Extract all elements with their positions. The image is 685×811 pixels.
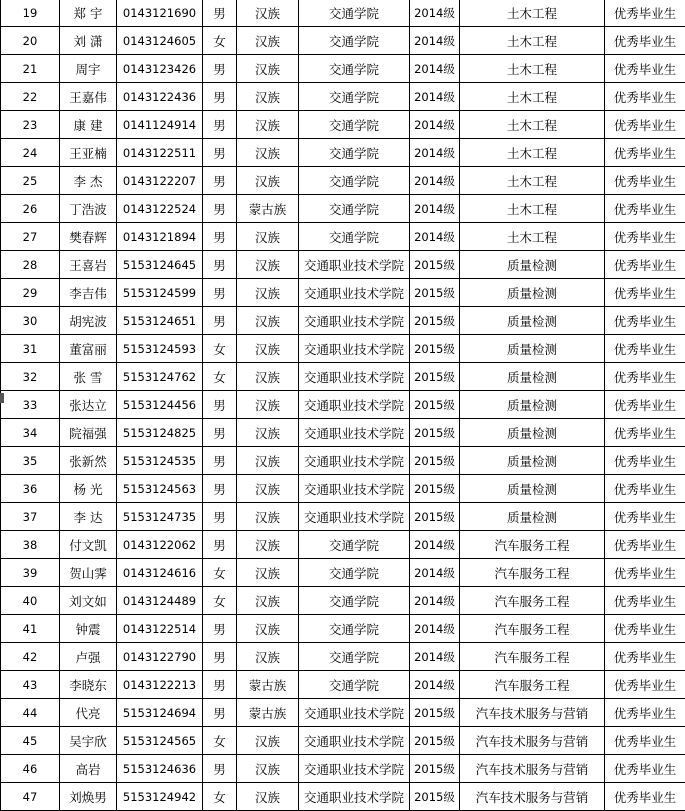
college-cell: 交通职业技术学院 [299,475,410,503]
major-cell: 质量检测 [460,475,605,503]
grade-cell: 2015级 [410,307,460,335]
student-id-cell: 5153124645 [117,251,203,279]
honor-cell: 优秀毕业生 [605,643,685,671]
college-cell: 交通职业技术学院 [299,251,410,279]
student-name-cell: 王喜岩 [60,251,117,279]
grade-cell: 2014级 [410,223,460,251]
grade-cell: 2014级 [410,0,460,27]
honor-cell: 优秀毕业生 [605,531,685,559]
college-cell: 交通学院 [299,587,410,615]
student-id-cell: 5153124593 [117,335,203,363]
row-number-cell: 21 [1,55,60,83]
student-name-cell: 李 杰 [60,167,117,195]
student-id-cell: 0143122062 [117,531,203,559]
gender-cell: 男 [203,139,237,167]
honor-cell: 优秀毕业生 [605,55,685,83]
table-row [1,643,685,671]
ethnicity-cell: 汉族 [237,363,299,391]
major-cell: 土木工程 [460,223,605,251]
college-cell: 交通学院 [299,27,410,55]
row-number-cell: 28 [1,251,60,279]
student-name-cell: 代亮 [60,699,117,727]
major-cell: 质量检测 [460,419,605,447]
honor-cell: 优秀毕业生 [605,279,685,307]
table-row [1,671,685,699]
table-body [1,0,685,811]
student-id-cell: 0143122207 [117,167,203,195]
grade-cell: 2015级 [410,475,460,503]
major-cell: 汽车技术服务与营销 [460,727,605,755]
student-name-cell: 刘文如 [60,587,117,615]
student-name-cell: 钟震 [60,615,117,643]
major-cell: 汽车技术服务与营销 [460,783,605,811]
student-name-cell: 院福强 [60,419,117,447]
student-name-cell: 刘焕男 [60,783,117,811]
gender-cell: 女 [203,27,237,55]
gender-cell: 女 [203,559,237,587]
row-number-cell: 29 [1,279,60,307]
table-row [1,55,685,83]
student-id-cell: 0143122524 [117,195,203,223]
table-row [1,419,685,447]
honor-cell: 优秀毕业生 [605,223,685,251]
student-name-cell: 张达立 [60,391,117,419]
major-cell: 土木工程 [460,167,605,195]
college-cell: 交通学院 [299,223,410,251]
gender-cell: 男 [203,0,237,27]
honor-cell: 优秀毕业生 [605,139,685,167]
ethnicity-cell: 汉族 [237,643,299,671]
student-id-cell: 0141124914 [117,111,203,139]
table-row [1,699,685,727]
grade-cell: 2015级 [410,727,460,755]
honor-cell: 优秀毕业生 [605,167,685,195]
honor-cell: 优秀毕业生 [605,447,685,475]
ethnicity-cell: 蒙古族 [237,195,299,223]
gender-cell: 男 [203,643,237,671]
grade-cell: 2014级 [410,55,460,83]
college-cell: 交通职业技术学院 [299,727,410,755]
student-id-cell: 5153124942 [117,783,203,811]
major-cell: 质量检测 [460,447,605,475]
ethnicity-cell: 汉族 [237,111,299,139]
college-cell: 交通职业技术学院 [299,503,410,531]
student-id-cell: 5153124456 [117,391,203,419]
grade-cell: 2014级 [410,531,460,559]
student-id-cell: 5153124651 [117,307,203,335]
table-row [1,755,685,783]
gender-cell: 女 [203,335,237,363]
grade-cell: 2014级 [410,139,460,167]
college-cell: 交通学院 [299,531,410,559]
ethnicity-cell: 汉族 [237,559,299,587]
student-id-cell: 5153124535 [117,447,203,475]
gender-cell: 女 [203,783,237,811]
honor-cell: 优秀毕业生 [605,727,685,755]
student-id-cell: 5153124762 [117,363,203,391]
gender-cell: 女 [203,587,237,615]
gender-cell: 男 [203,755,237,783]
gender-cell: 男 [203,531,237,559]
row-number-cell: 40 [1,587,60,615]
honor-cell: 优秀毕业生 [605,391,685,419]
student-id-cell: 5153124694 [117,699,203,727]
college-cell: 交通职业技术学院 [299,363,410,391]
major-cell: 汽车服务工程 [460,671,605,699]
honor-cell: 优秀毕业生 [605,559,685,587]
gender-cell: 男 [203,83,237,111]
table-row [1,587,685,615]
ethnicity-cell: 汉族 [237,335,299,363]
table-row [1,335,685,363]
gender-cell: 男 [203,195,237,223]
student-id-cell: 0143122436 [117,83,203,111]
major-cell: 汽车服务工程 [460,587,605,615]
student-id-cell: 5153124563 [117,475,203,503]
student-id-cell: 0143122514 [117,615,203,643]
ethnicity-cell: 汉族 [237,447,299,475]
ethnicity-cell: 汉族 [237,783,299,811]
gender-cell: 男 [203,671,237,699]
ethnicity-cell: 汉族 [237,727,299,755]
table-row [1,615,685,643]
college-cell: 交通职业技术学院 [299,307,410,335]
college-cell: 交通学院 [299,671,410,699]
ethnicity-cell: 汉族 [237,307,299,335]
college-cell: 交通职业技术学院 [299,699,410,727]
ethnicity-cell: 汉族 [237,139,299,167]
honor-cell: 优秀毕业生 [605,671,685,699]
college-cell: 交通职业技术学院 [299,335,410,363]
ethnicity-cell: 汉族 [237,391,299,419]
table-row [1,783,685,811]
grade-cell: 2015级 [410,699,460,727]
table-row [1,0,685,27]
grade-cell: 2015级 [410,755,460,783]
major-cell: 质量检测 [460,307,605,335]
table-row [1,279,685,307]
table-row [1,559,685,587]
row-number-cell: 32 [1,363,60,391]
table-row [1,391,685,419]
ethnicity-cell: 汉族 [237,83,299,111]
grade-cell: 2015级 [410,447,460,475]
grade-cell: 2014级 [410,671,460,699]
student-name-cell: 樊春辉 [60,223,117,251]
row-number-cell: 33 [1,391,60,419]
honor-cell: 优秀毕业生 [605,335,685,363]
student-id-cell: 5153124599 [117,279,203,307]
major-cell: 质量检测 [460,503,605,531]
honor-cell: 优秀毕业生 [605,783,685,811]
table-row [1,27,685,55]
student-name-cell: 郑 宇 [60,0,117,27]
honor-cell: 优秀毕业生 [605,251,685,279]
student-id-cell: 0143124489 [117,587,203,615]
gender-cell: 男 [203,447,237,475]
student-name-cell: 李晓东 [60,671,117,699]
gender-cell: 男 [203,699,237,727]
major-cell: 土木工程 [460,0,605,27]
grade-cell: 2015级 [410,419,460,447]
grade-cell: 2015级 [410,335,460,363]
row-number-cell: 47 [1,783,60,811]
row-number-cell: 38 [1,531,60,559]
major-cell: 质量检测 [460,335,605,363]
student-id-cell: 5153124825 [117,419,203,447]
major-cell: 汽车服务工程 [460,531,605,559]
major-cell: 汽车服务工程 [460,559,605,587]
student-name-cell: 康 建 [60,111,117,139]
major-cell: 汽车技术服务与营销 [460,699,605,727]
honor-cell: 优秀毕业生 [605,699,685,727]
honor-cell: 优秀毕业生 [605,195,685,223]
student-id-cell: 0143123426 [117,55,203,83]
gender-cell: 男 [203,251,237,279]
student-name-cell: 贺山霁 [60,559,117,587]
row-number-cell: 27 [1,223,60,251]
major-cell: 汽车技术服务与营销 [460,755,605,783]
student-id-cell: 5153124636 [117,755,203,783]
row-number-cell: 24 [1,139,60,167]
student-id-cell: 0143124605 [117,27,203,55]
row-number-cell: 19 [1,0,60,27]
student-name-cell: 李吉伟 [60,279,117,307]
ethnicity-cell: 汉族 [237,27,299,55]
table-row [1,363,685,391]
major-cell: 汽车服务工程 [460,643,605,671]
grade-cell: 2015级 [410,391,460,419]
honor-cell: 优秀毕业生 [605,419,685,447]
ethnicity-cell: 汉族 [237,55,299,83]
row-number-cell: 39 [1,559,60,587]
gender-cell: 男 [203,55,237,83]
row-number-cell: 46 [1,755,60,783]
ethnicity-cell: 汉族 [237,167,299,195]
table-row [1,447,685,475]
college-cell: 交通职业技术学院 [299,783,410,811]
student-id-cell: 0143121894 [117,223,203,251]
college-cell: 交通职业技术学院 [299,419,410,447]
honor-cell: 优秀毕业生 [605,27,685,55]
grade-cell: 2015级 [410,783,460,811]
page-edge-marker [0,393,4,403]
ethnicity-cell: 汉族 [237,755,299,783]
ethnicity-cell: 汉族 [237,0,299,27]
table-row [1,307,685,335]
gender-cell: 男 [203,419,237,447]
ethnicity-cell: 汉族 [237,279,299,307]
ethnicity-cell: 汉族 [237,531,299,559]
table-row [1,251,685,279]
table-row [1,531,685,559]
college-cell: 交通学院 [299,0,410,27]
college-cell: 交通学院 [299,111,410,139]
student-id-cell: 5153124735 [117,503,203,531]
major-cell: 质量检测 [460,279,605,307]
student-name-cell: 高岩 [60,755,117,783]
college-cell: 交通学院 [299,83,410,111]
table-row [1,83,685,111]
gender-cell: 男 [203,167,237,195]
honor-cell: 优秀毕业生 [605,111,685,139]
row-number-cell: 25 [1,167,60,195]
honor-cell: 优秀毕业生 [605,587,685,615]
student-name-cell: 丁浩波 [60,195,117,223]
table-row [1,195,685,223]
gender-cell: 男 [203,223,237,251]
row-number-cell: 26 [1,195,60,223]
college-cell: 交通学院 [299,643,410,671]
ethnicity-cell: 汉族 [237,251,299,279]
gender-cell: 男 [203,475,237,503]
row-number-cell: 44 [1,699,60,727]
grade-cell: 2015级 [410,251,460,279]
student-id-cell: 0143121690 [117,0,203,27]
row-number-cell: 37 [1,503,60,531]
student-id-cell: 0143122790 [117,643,203,671]
gender-cell: 男 [203,279,237,307]
student-id-cell: 0143122511 [117,139,203,167]
student-name-cell: 李 达 [60,503,117,531]
student-name-cell: 吴宇欣 [60,727,117,755]
student-id-cell: 0143124616 [117,559,203,587]
student-name-cell: 张新然 [60,447,117,475]
grade-cell: 2014级 [410,615,460,643]
ethnicity-cell: 汉族 [237,503,299,531]
major-cell: 质量检测 [460,363,605,391]
table-row [1,727,685,755]
major-cell: 土木工程 [460,111,605,139]
table-row [1,111,685,139]
row-number-cell: 20 [1,27,60,55]
row-number-cell: 30 [1,307,60,335]
row-number-cell: 43 [1,671,60,699]
row-number-cell: 36 [1,475,60,503]
honor-cell: 优秀毕业生 [605,0,685,27]
ethnicity-cell: 蒙古族 [237,671,299,699]
student-id-cell: 0143122213 [117,671,203,699]
grade-cell: 2015级 [410,363,460,391]
student-id-cell: 5153124565 [117,727,203,755]
grade-cell: 2014级 [410,195,460,223]
table-row [1,475,685,503]
honor-cell: 优秀毕业生 [605,363,685,391]
college-cell: 交通学院 [299,167,410,195]
grade-cell: 2014级 [410,587,460,615]
row-number-cell: 41 [1,615,60,643]
gender-cell: 男 [203,111,237,139]
honor-cell: 优秀毕业生 [605,755,685,783]
ethnicity-cell: 汉族 [237,615,299,643]
college-cell: 交通职业技术学院 [299,447,410,475]
table-row [1,167,685,195]
gender-cell: 女 [203,727,237,755]
ethnicity-cell: 汉族 [237,587,299,615]
college-cell: 交通学院 [299,195,410,223]
major-cell: 质量检测 [460,251,605,279]
ethnicity-cell: 汉族 [237,419,299,447]
honor-cell: 优秀毕业生 [605,307,685,335]
honor-cell: 优秀毕业生 [605,503,685,531]
student-name-cell: 王嘉伟 [60,83,117,111]
student-name-cell: 张 雪 [60,363,117,391]
row-number-cell: 22 [1,83,60,111]
major-cell: 土木工程 [460,55,605,83]
row-number-cell: 31 [1,335,60,363]
grade-cell: 2014级 [410,559,460,587]
student-name-cell: 卢强 [60,643,117,671]
honor-cell: 优秀毕业生 [605,475,685,503]
grade-cell: 2014级 [410,643,460,671]
gender-cell: 男 [203,615,237,643]
grade-cell: 2014级 [410,167,460,195]
college-cell: 交通职业技术学院 [299,279,410,307]
college-cell: 交通学院 [299,559,410,587]
college-cell: 交通学院 [299,139,410,167]
grade-cell: 2014级 [410,111,460,139]
table-row [1,503,685,531]
honor-cell: 优秀毕业生 [605,83,685,111]
row-number-cell: 23 [1,111,60,139]
student-name-cell: 董富丽 [60,335,117,363]
college-cell: 交通职业技术学院 [299,755,410,783]
honor-cell: 优秀毕业生 [605,615,685,643]
major-cell: 土木工程 [460,195,605,223]
grade-cell: 2014级 [410,83,460,111]
major-cell: 汽车服务工程 [460,615,605,643]
college-cell: 交通职业技术学院 [299,391,410,419]
student-name-cell: 付文凯 [60,531,117,559]
row-number-cell: 42 [1,643,60,671]
major-cell: 质量检测 [460,391,605,419]
major-cell: 土木工程 [460,27,605,55]
college-cell: 交通学院 [299,55,410,83]
gender-cell: 女 [203,363,237,391]
student-name-cell: 胡宪波 [60,307,117,335]
row-number-cell: 35 [1,447,60,475]
table-row [1,223,685,251]
student-name-cell: 刘 潇 [60,27,117,55]
grade-cell: 2014级 [410,27,460,55]
major-cell: 土木工程 [460,139,605,167]
student-name-cell: 周宇 [60,55,117,83]
major-cell: 土木工程 [460,83,605,111]
table-row [1,139,685,167]
ethnicity-cell: 蒙古族 [237,699,299,727]
student-name-cell: 王亚楠 [60,139,117,167]
college-cell: 交通学院 [299,615,410,643]
ethnicity-cell: 汉族 [237,223,299,251]
row-number-cell: 34 [1,419,60,447]
grade-cell: 2015级 [410,279,460,307]
gender-cell: 男 [203,503,237,531]
grade-cell: 2015级 [410,503,460,531]
row-number-cell: 45 [1,727,60,755]
ethnicity-cell: 汉族 [237,475,299,503]
gender-cell: 男 [203,307,237,335]
gender-cell: 男 [203,391,237,419]
student-name-cell: 杨 光 [60,475,117,503]
